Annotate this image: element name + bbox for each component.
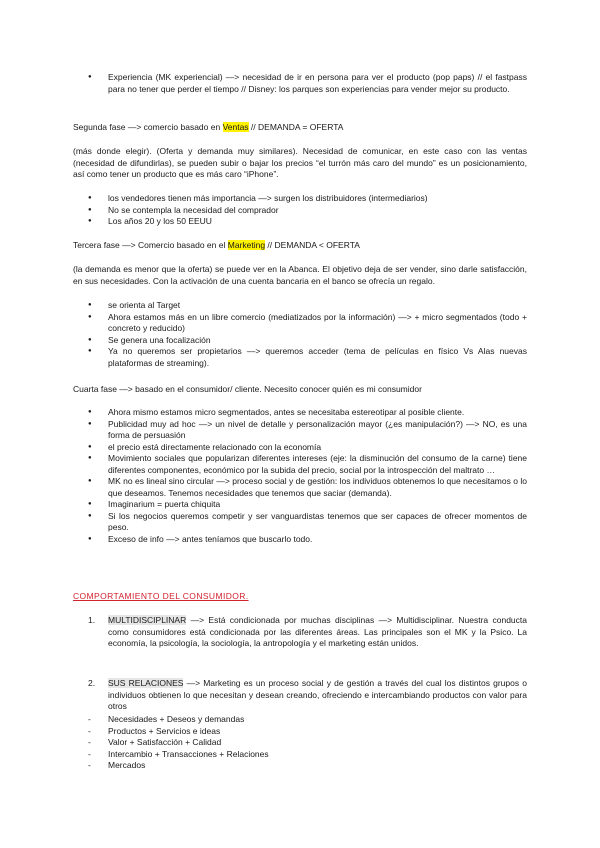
item2-dash-list	[88, 714, 488, 772]
item1-body: MULTIDISCIPLINAR —> Está condicionada por muchas disciplinas —> Multidisciplinar. Nuestra conducta como consumidores está condicionada por las diferentes áreas. Las principales son el MK y la Psico. La economía, la psicología, la sociología, la antropología y el marketing están unidos.	[108, 615, 527, 648]
list-item: ● Los años 20 y los 50 EEUU	[73, 216, 527, 228]
list-item: - Necesidades + Deseos y demandas	[88, 714, 488, 726]
list-item: ● Ahora mismo estamos micro segmentados, antes se necesitaba estereotipar al posible cliente.	[73, 407, 527, 419]
list-item: ● se orienta al Target	[73, 300, 527, 312]
list-item: ● Ahora estamos más en un libre comercio (mediatizados por la información) —> + micro segmentados (todo + concreto y reducido)	[73, 312, 527, 335]
fase4-heading: Cuarta fase —> basado en el consumidor/ cliente. Necesito conocer quién es mi consumidor	[73, 384, 422, 394]
section-title: COMPORTAMIENTO DEL CONSUMIDOR.	[73, 591, 249, 601]
highlight-ventas: Ventas	[222, 122, 249, 132]
list-item: - Mercados	[88, 760, 488, 772]
list-item: ● Si los negocios queremos competir y ser vanguardistas tenemos que ser capaces de ofrecer momentos de peso.	[73, 511, 527, 534]
list-item: ● Exceso de info —> antes teníamos que buscarlo todo.	[73, 534, 527, 546]
item2-body: SUS RELACIONES —> Marketing es un proceso social y de gestión a través del cual los distintos grupos o individuos obtienen lo que necesitan y desean creando, ofreciendo e intercambiando productos con valor para otros	[108, 678, 527, 711]
highlight-marketing: Marketing	[227, 240, 266, 250]
fase4-bullets	[73, 407, 527, 545]
fase2-heading: Segunda fase —> comercio basado en Ventas // DEMANDA = OFERTA	[73, 122, 344, 132]
item1-term: MULTIDISCIPLINAR	[108, 615, 187, 625]
list-item: ● Se genera una focalización	[73, 335, 527, 347]
fase3-heading: Tercera fase —> Comercio basado en el Marketing // DEMANDA < OFERTA	[73, 240, 360, 250]
list-item: - Intercambio + Transacciones + Relaciones	[88, 749, 488, 761]
list-item: ● el precio está directamente relacionado con la economía	[73, 442, 527, 454]
fase2-bullets	[73, 193, 527, 228]
list-item: ● Movimiento sociales que popularizan diferentes intereses (eje: la disminución del consumo de la carne) tiene diferentes componentes, económico por la subida del precio, social por la introspección del maltrato …	[73, 453, 527, 476]
list-item: - Valor + Satisfacción + Calidad	[88, 737, 488, 749]
list-item: - Productos + Servicios e ideas	[88, 726, 488, 738]
fase2-paragraph: (más donde elegir). (Oferta y demanda muy similares). Necesidad de comunicar, en este caso con las ventas (necesidad de difundirlas), se pueden subir o bajar los precios “el turrón más caro del mundo” es un posicionamiento, así como tener un producto que es más caro “iPhone”.	[73, 146, 527, 179]
list-item: ● Experiencia (MK experiencial) —> necesidad de ir en persona para ver el producto (pop paps) // el fastpass para no tener que perder el tiempo // Disney: los parques son experiencias para vender mejor su producto.	[73, 72, 527, 95]
item2-term: SUS RELACIONES	[108, 678, 184, 688]
list-item: ● Imaginarium = puerta chiquita	[73, 499, 527, 511]
list-item: ● No se contempla la necesidad del comprador	[73, 205, 527, 217]
list-item: ● Ya no queremos ser propietarios —> queremos acceder (tema de películas en físico Vs Alas nuevas plataformas de streaming).	[73, 346, 527, 369]
fase3-bullets	[73, 300, 527, 369]
intro-list	[73, 72, 527, 95]
item1-number: 1.	[88, 615, 96, 625]
list-item: ● los vendedores tienen más importancia —> surgen los distribuidores (intermediarios)	[73, 193, 527, 205]
list-item: ● Publicidad muy ad hoc —> un nivel de detalle y personalización mayor (¿es manipulación?) —> NO, es una forma de persuasión	[73, 419, 527, 442]
fase3-paragraph: (la demanda es menor que la oferta) se puede ver en la Abanca. El objetivo deja de ser vender, sino darle satisfacción, en sus necesidades. Con la activación de una cuenta bancaria en el banco se ofrecía un regalo.	[73, 264, 527, 286]
list-item: ● MK no es lineal sino circular —> proceso social y de gestión: los individuos obtenemos lo que necesitamos o lo que deseamos. Tenemos necesidades que tenemos que saciar (demanda).	[73, 476, 527, 499]
item2-number: 2.	[88, 678, 96, 688]
